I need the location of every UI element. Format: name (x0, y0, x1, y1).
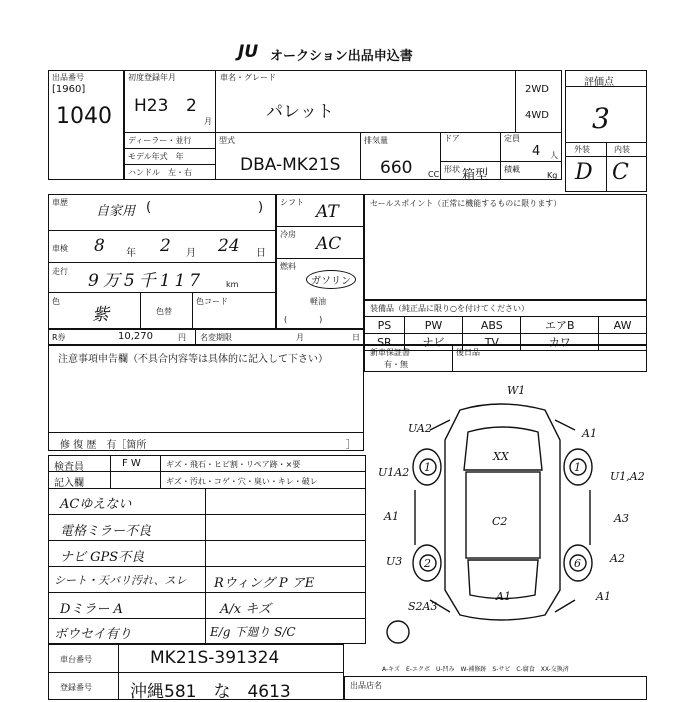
equipment-label: 装備品（純正品に限り○を付けてください） (370, 304, 529, 313)
shift-value: AT (316, 202, 339, 222)
fuel-gasoline: ガソリン (306, 270, 356, 289)
chassis-value: MK21S-391324 (150, 648, 280, 668)
circle-num-fl: 1 (424, 461, 431, 474)
mileage-label: 走行 (52, 267, 68, 276)
inspector-items: ギズ・飛石・ヒビ割・リペア跡・×要 (166, 460, 301, 469)
grade-value: 3 (592, 102, 610, 135)
exterior-label: 外装 (574, 145, 590, 154)
after-label: 後日品 (456, 348, 480, 357)
car-label: 車名・グレード (220, 73, 276, 82)
note-5: Dミラー A (60, 602, 123, 617)
lot-label: 出品番号 (52, 73, 84, 82)
model-value: DBA-MK21S (240, 155, 341, 175)
mileage-value: 9万5千117 (88, 271, 205, 291)
car-name: パレット (266, 102, 334, 122)
history-label: 車歴 (52, 198, 68, 207)
mark-ua2: UA2 (408, 422, 432, 435)
mark-a1-left: A1 (384, 510, 399, 523)
shaken-label: 車検 (52, 244, 68, 253)
name-change-day: 日 (352, 333, 360, 342)
shaken-year: 8 (94, 236, 105, 256)
notes-items: ギズ・汚れ・コゲ・穴・臭い・キレ・破レ (166, 477, 318, 486)
capacity-label: 定員 (504, 134, 520, 143)
note-right-2: A/x キズ (220, 602, 271, 617)
equip-tv: TV (463, 334, 521, 351)
mark-w1: W1 (507, 384, 526, 397)
circle-num-rr: 6 (574, 557, 581, 570)
equip-navi: ナビ (404, 334, 462, 351)
shaken-month-unit: 月 (186, 248, 196, 259)
note-1: ACゆえない (60, 497, 132, 512)
note-2: 電格ミラー不良 (60, 524, 152, 539)
lot-code: [1960] (52, 84, 86, 95)
warranty-label: 新車保証書 (370, 348, 410, 357)
equip-ps: PS (365, 317, 405, 334)
equip-abs: ABS (463, 317, 521, 334)
interior-label: 内装 (614, 145, 630, 154)
note-4: シート・天バリ汚れ、スレ (54, 574, 187, 587)
color-value: 紫 (92, 305, 109, 325)
mark-u1a2-left: U1A2 (378, 466, 410, 479)
note-right-1: Rウィング P アE (214, 576, 315, 591)
mark-xx: XX (493, 450, 509, 463)
car-body-outline (445, 404, 560, 620)
note-right-3: E/g 下廻り S/C (210, 625, 296, 639)
drive-4wd: 4WD (525, 110, 549, 121)
equip-sr: SR (365, 334, 405, 351)
note-6: ボウセイ有り (54, 627, 132, 642)
plate-label: 登録番号 (60, 683, 92, 692)
shift-label: シフト (280, 198, 304, 207)
note-3: ナビ GPS不良 (60, 550, 145, 565)
circle-num-fr: 1 (574, 461, 581, 474)
notice-label: 注意事項申告欄（不具合内容等は具体的に記入して下さい） (58, 354, 328, 365)
registration-year: H23 (134, 96, 169, 116)
repair-label: 修 復 歴 有［箇所 (60, 440, 147, 451)
displacement-unit: CC (428, 170, 440, 179)
shaken-year-unit: 年 (126, 248, 136, 259)
dealer-box (344, 676, 647, 700)
mark-a1-corner: A1 (596, 590, 611, 603)
fuel-label: 燃料 (280, 262, 296, 271)
history-value: 自家用 (96, 204, 136, 219)
windshield (464, 427, 542, 470)
shape-label: 形状 (444, 165, 460, 174)
mark-c2: C2 (492, 515, 508, 528)
ju-logo: JU (238, 42, 259, 62)
history-open: ( (146, 200, 152, 215)
mark-s2a3: S2A3 (408, 600, 438, 613)
displacement-value: 660 (380, 158, 413, 178)
inspector-fw: F W (122, 458, 141, 469)
capacity-unit: 人 (550, 151, 558, 160)
recycle-unit: 円 (178, 333, 186, 342)
shaken-day-unit: 日 (256, 248, 266, 259)
mark-a1-rear: A1 (496, 590, 511, 603)
mark-u3: U3 (386, 555, 403, 568)
plate-value: 沖縄581 な 4613 (130, 682, 291, 702)
equip-airbag: エアB (521, 317, 599, 334)
grade-label: 評価点 (584, 77, 614, 88)
circle-num-rl: 2 (424, 557, 431, 570)
dealer-label: 出品店名 (350, 681, 382, 690)
displacement-label: 排気量 (364, 136, 388, 145)
interior-grade: C (612, 160, 629, 185)
model-label: 型式 (219, 136, 235, 145)
fuel-other: ( ) (284, 315, 323, 324)
recycle-value: 10,270 (118, 331, 153, 342)
dealer-row: ディーラー・並行 (128, 136, 192, 145)
registration-month-unit: 月 (204, 117, 212, 126)
model-year-row: モデル年式 年 (128, 152, 184, 161)
recycle-label: R券 (52, 333, 66, 342)
car-diagram (370, 380, 660, 660)
aircon-value: AC (316, 234, 342, 254)
mark-a1-top: A1 (582, 427, 597, 440)
registration-label: 初度登録年月 (128, 73, 176, 82)
shaken-day: 24 (218, 236, 240, 256)
warranty-options: 有・無 (384, 360, 408, 369)
equip-aw: AW (599, 317, 647, 334)
shape-value: 箱型 (462, 168, 489, 183)
equip-pw: PW (404, 317, 462, 334)
load-label: 積載 (504, 165, 520, 174)
damage-legend: A-キズ E-エクボ U-凹み W-補修跡 S-サビ C-腐食 XX-交換済 (382, 666, 569, 673)
registration-month: 2 (186, 96, 197, 116)
equip-leather: カワ (521, 334, 599, 351)
aircon-label: 冷房 (280, 230, 296, 239)
color-code-label: 色コード (196, 297, 228, 306)
name-change-label: 名変期限 (200, 333, 232, 342)
color-label: 色 (52, 297, 60, 306)
mark-a2: A2 (610, 552, 625, 565)
doors-label: ドア (444, 134, 460, 143)
load-unit: Kg (547, 171, 558, 180)
drive-2wd: 2WD (525, 84, 549, 95)
capacity-value: 4 (532, 144, 541, 159)
selling-points-label: セールスポイント（正常に機能するものに限ります） (370, 199, 562, 208)
lot-number: 1040 (56, 104, 112, 129)
notes-label: 記入欄 (54, 478, 84, 489)
repair-close: ］ (346, 440, 356, 451)
inspector-label: 検査員 (54, 462, 84, 473)
mark-u1a2-right: U1,A2 (610, 470, 645, 483)
handle-row: ハンドル 左・右 (128, 168, 192, 177)
name-change-month: 月 (296, 333, 304, 342)
chassis-label: 車台番号 (60, 655, 92, 664)
mark-a3: A3 (614, 512, 629, 525)
selling-points-box (364, 194, 647, 300)
history-close: ) (258, 200, 264, 215)
shaken-month: 2 (160, 236, 171, 256)
mileage-unit: km (226, 280, 239, 289)
fuel-diesel: 軽油 (310, 297, 326, 306)
color-change-label: 色替 (156, 307, 172, 316)
exterior-grade: D (575, 160, 593, 185)
form-title: オークション出品申込書 (270, 49, 413, 64)
